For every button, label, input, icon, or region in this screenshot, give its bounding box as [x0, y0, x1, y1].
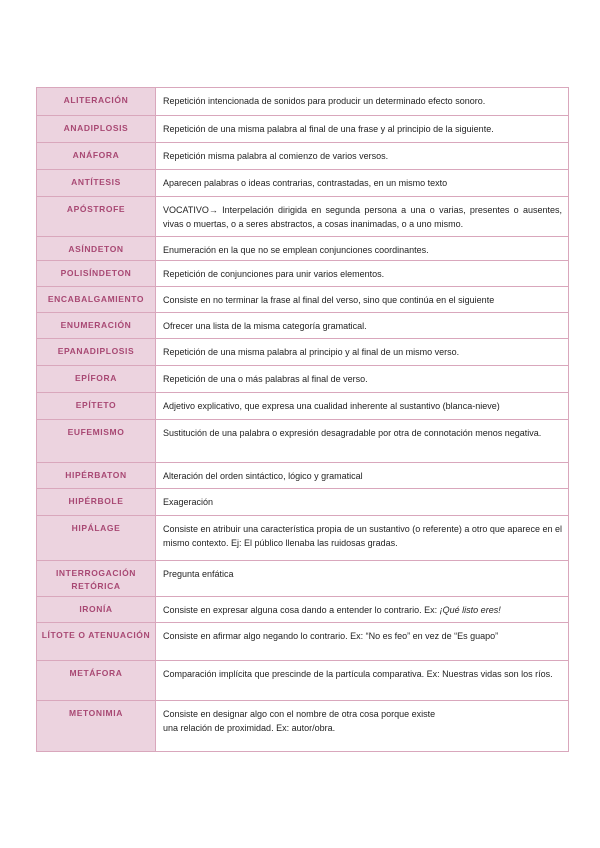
table-row-enumeracion — [37, 313, 569, 339]
term-cell: ENUMERACIÓN — [37, 313, 156, 339]
definition-cell: Repetición misma palabra al comienzo de varios versos. — [156, 143, 569, 170]
definition-cell: Adjetivo explicativo, que expresa una cualidad inherente al sustantivo (blanca-nieve) — [156, 393, 569, 420]
term-cell: ANÁFORA — [37, 143, 156, 170]
definition-cell: Repetición de una misma palabra al final de una frase y al principio de la siguiente. — [156, 116, 569, 143]
table-row-eufemismo — [37, 420, 569, 463]
example-text: ¡Qué listo eres! — [439, 605, 501, 615]
definition-cell: Exageración — [156, 489, 569, 516]
definition-cell: Ofrecer una lista de la misma categoría gramatical. — [156, 313, 569, 339]
term-cell: POLISÍNDETON — [37, 261, 156, 287]
table-row-hiperbaton — [37, 463, 569, 489]
definition-cell: Alteración del orden sintáctico, lógico y gramatical — [156, 463, 569, 489]
definition-cell: Aparecen palabras o ideas contrarias, contrastadas, en un mismo texto — [156, 170, 569, 197]
definition-cell: VOCATIVO→ Interpelación dirigida en segunda persona a una o varias, presentes o ausentes, vivas o muertas, o a seres abstractos, a cosas inanimadas, o a uno mismo. — [156, 197, 569, 237]
definition-cell: Comparación implícita que prescinde de la partícula comparativa. Ex: Nuestras vidas son los ríos. — [156, 661, 569, 701]
term-cell: HIPÁLAGE — [37, 516, 156, 561]
table-row-anadiplosis — [37, 116, 569, 143]
term-cell: EUFEMISMO — [37, 420, 156, 463]
table-body — [37, 88, 569, 752]
definition-cell: Repetición de una misma palabra al principio y al final de un mismo verso. — [156, 339, 569, 366]
term-cell: ENCABALGAMIENTO — [37, 287, 156, 313]
definition-cell: Repetición intencionada de sonidos para producir un determinado efecto sonoro. — [156, 88, 569, 116]
rhetorical-figures-table — [36, 87, 569, 752]
term-cell: ANTÍTESIS — [37, 170, 156, 197]
term-cell: IRONÍA — [37, 597, 156, 623]
table-row-litote — [37, 623, 569, 661]
table-row-epifora — [37, 366, 569, 393]
table-row-polisindeton — [37, 261, 569, 287]
term-cell: HIPÉRBATON — [37, 463, 156, 489]
term-cell: ASÍNDETON — [37, 237, 156, 261]
table-row-epiteto — [37, 393, 569, 420]
table-row-ironia — [37, 597, 569, 623]
definition-cell: Pregunta enfática — [156, 561, 569, 597]
table-row-aliteracion — [37, 88, 569, 116]
term-cell: INTERROGACIÓN RETÓRICA — [37, 561, 156, 597]
definition-cell: Repetición de una o más palabras al final de verso. — [156, 366, 569, 393]
table-row-metafora — [37, 661, 569, 701]
table-row-hipalage — [37, 516, 569, 561]
definition-cell: Repetición de conjunciones para unir varios elementos. — [156, 261, 569, 287]
table-row-epanadiplosis — [37, 339, 569, 366]
term-cell: APÓSTROFE — [37, 197, 156, 237]
table-row-anafora — [37, 143, 569, 170]
table-row-antitesis — [37, 170, 569, 197]
term-cell: HIPÉRBOLE — [37, 489, 156, 516]
table-row-asindeton — [37, 237, 569, 261]
definition-cell: Enumeración en la que no se emplean conjunciones coordinantes. — [156, 237, 569, 261]
table-row-metonimia — [37, 701, 569, 752]
term-cell: EPANADIPLOSIS — [37, 339, 156, 366]
table-row-hiperbole — [37, 489, 569, 516]
definition-cell: Consiste en designar algo con el nombre de otra cosa porque existe una relación de proximidad. Ex: autor/obra. — [156, 701, 569, 752]
term-cell: METONIMIA — [37, 701, 156, 752]
term-cell: METÁFORA — [37, 661, 156, 701]
term-cell: ALITERACIÓN — [37, 88, 156, 116]
term-cell: LÍTOTE O ATENUACIÓN — [37, 623, 156, 661]
definition-cell: Consiste en no terminar la frase al final del verso, sino que continúa en el siguiente — [156, 287, 569, 313]
term-cell: EPÍTETO — [37, 393, 156, 420]
definition-cell: Consiste en atribuir una característica propia de un sustantivo (o referente) a otro que aparece en el mismo contexto. Ej: El público llenaba las ruidosas gradas. — [156, 516, 569, 561]
table-row-apostrofe — [37, 197, 569, 237]
definition-text: Consiste en expresar alguna cosa dando a entender lo contrario. Ex: — [163, 605, 440, 615]
table-row-encabalgamiento — [37, 287, 569, 313]
definition-cell: Consiste en afirmar algo negando lo contrario. Ex: “No es feo” en vez de “Es guapo” — [156, 623, 569, 661]
term-cell: EPÍFORA — [37, 366, 156, 393]
term-cell: ANADIPLOSIS — [37, 116, 156, 143]
definition-cell — [156, 597, 569, 623]
table-row-interrogacion-retorica — [37, 561, 569, 597]
definition-cell: Sustitución de una palabra o expresión desagradable por otra de connotación menos negativa. — [156, 420, 569, 463]
